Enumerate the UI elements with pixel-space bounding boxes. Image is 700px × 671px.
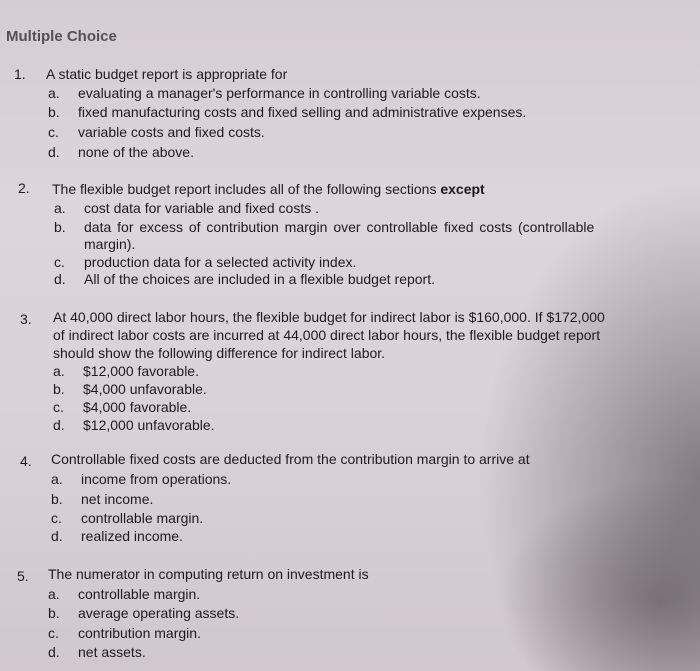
choice-c[interactable] <box>54 253 356 271</box>
choice-a[interactable] <box>54 199 319 217</box>
choice-text: production data for a selected activity index. <box>84 254 357 270</box>
choice-text: $4,000 unfavorable. <box>83 381 207 397</box>
question-text: A static budget report is appropriate for <box>46 66 288 82</box>
choice-letter: c. <box>48 625 59 641</box>
choice-letter: b. <box>48 605 60 621</box>
choice-text: evaluating a manager's performance in controlling variable costs. <box>78 85 481 101</box>
choice-b[interactable] <box>51 490 153 508</box>
choice-b[interactable] <box>48 103 526 121</box>
question-number: 5. <box>17 568 29 584</box>
choice-d[interactable] <box>51 527 183 545</box>
choice-text: net assets. <box>78 644 146 660</box>
choice-letter: a. <box>51 471 63 487</box>
choice-b-continuation: margin). <box>84 236 136 252</box>
choice-text: none of the above. <box>78 144 194 160</box>
choice-text: realized income. <box>81 528 183 544</box>
choice-letter: d. <box>48 644 60 660</box>
choice-text: contribution margin. <box>78 625 201 641</box>
choice-letter: b. <box>54 219 66 235</box>
choice-c[interactable] <box>48 123 265 141</box>
choice-text: controllable margin. <box>81 510 204 526</box>
choice-text: fixed manufacturing costs and fixed selling and administrative expenses. <box>78 104 527 120</box>
question-text: The numerator in computing return on investment is <box>48 566 369 582</box>
choice-letter: b. <box>48 104 60 120</box>
choice-d[interactable] <box>53 416 215 434</box>
question-text-line-3: should show the following difference for indirect labor. <box>53 345 386 361</box>
choice-a[interactable] <box>48 84 481 102</box>
choice-text: average operating assets. <box>78 605 240 621</box>
question-text-emphasis: except <box>440 181 485 197</box>
choice-a[interactable] <box>48 585 200 603</box>
choice-letter: a. <box>48 586 60 602</box>
choice-letter: b. <box>51 491 63 507</box>
choice-letter: a. <box>54 200 66 216</box>
choice-text: $12,000 unfavorable. <box>83 417 215 433</box>
question-text-main: The flexible budget report includes all of the following sections <box>52 181 437 197</box>
choice-letter: c. <box>54 254 65 270</box>
choice-letter: a. <box>53 363 65 379</box>
choice-text: variable costs and fixed costs. <box>78 124 265 140</box>
choice-text: $12,000 favorable. <box>83 363 199 379</box>
choice-d[interactable] <box>48 143 194 161</box>
choice-text: controllable margin. <box>78 586 201 602</box>
question-text-line-2: of indirect labor costs are incurred at 44,000 direct labor hours, the flexible budget report <box>53 327 601 343</box>
choice-text: cost data for variable and fixed costs . <box>84 200 320 216</box>
choice-letter: b. <box>53 381 65 397</box>
choice-letter: c. <box>51 510 62 526</box>
choice-d[interactable] <box>48 643 146 661</box>
choice-text: $4,000 favorable. <box>83 399 192 415</box>
choice-text: All of the choices are included in a flexible budget report. <box>84 271 435 287</box>
choice-text: net income. <box>81 491 154 507</box>
question-number: 4. <box>20 453 32 469</box>
choice-b[interactable] <box>53 380 207 398</box>
choice-text: income from operations. <box>81 471 232 487</box>
choice-c[interactable] <box>51 509 203 527</box>
choice-c[interactable] <box>48 624 201 642</box>
choice-letter: d. <box>54 271 66 287</box>
choice-letter: c. <box>53 399 64 415</box>
question-number: 2. <box>18 180 30 196</box>
choice-letter: d. <box>51 528 63 544</box>
choice-letter: d. <box>48 144 60 160</box>
page-title: Multiple Choice <box>6 28 117 45</box>
choice-b[interactable] <box>54 218 594 236</box>
question-text <box>52 180 485 198</box>
question-number: 3. <box>20 311 32 327</box>
choice-a[interactable] <box>53 362 199 380</box>
choice-a[interactable] <box>51 470 231 488</box>
choice-text: data for excess of contribution margin over controllable fixed costs (controllable <box>84 219 595 235</box>
choice-letter: c. <box>48 124 59 140</box>
choice-d[interactable] <box>54 270 435 288</box>
question-number: 1. <box>14 66 26 82</box>
question-text: Controllable fixed costs are deducted from the contribution margin to arrive at <box>51 451 530 467</box>
choice-letter: d. <box>53 417 65 433</box>
choice-letter: a. <box>48 85 60 101</box>
choice-c[interactable] <box>53 398 191 416</box>
question-text-line-1: At 40,000 direct labor hours, the flexible budget for indirect labor is $160,000. If $172,000 <box>53 309 605 325</box>
choice-b[interactable] <box>48 604 239 622</box>
